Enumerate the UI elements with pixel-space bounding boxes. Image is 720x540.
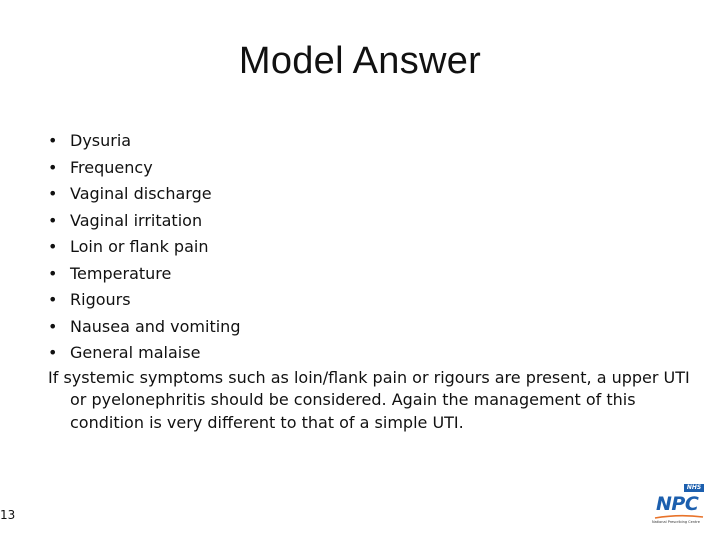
logo-subtitle: National Prescribing Centre	[652, 520, 700, 524]
bullet-dot: •	[48, 131, 58, 150]
summary-paragraph: If systemic symptoms such as loin/flank pain or rigours are present, a upper UTI or pyelonephritis should be considered. Again the management of this condition is very different to that of a simple UTI.	[48, 367, 690, 432]
bullet-item	[48, 340, 688, 367]
bullet-dot: •	[48, 237, 58, 256]
slide-title: Model Answer	[238, 40, 482, 82]
bullet-item	[48, 234, 688, 261]
bullet-item	[48, 181, 688, 208]
bullet-text: Dysuria	[70, 131, 132, 150]
bullet-text: Nausea and vomiting	[70, 316, 241, 336]
bullet-dot: •	[48, 290, 58, 309]
bullet-item	[48, 314, 688, 341]
bullet-item	[48, 261, 688, 288]
bullet-item	[48, 128, 688, 155]
bullet-text: Vaginal discharge	[70, 184, 212, 203]
bullet-text: Rigours	[70, 290, 131, 309]
nhs-badge: NHS	[684, 484, 704, 492]
npc-logo	[648, 484, 708, 528]
page-number: 13	[0, 508, 16, 522]
bullet-list	[48, 128, 688, 367]
npc-wordmark: NPC	[656, 493, 699, 515]
bullet-item	[48, 287, 688, 314]
bullet-dot: •	[48, 343, 58, 362]
bullet-text: Frequency	[70, 157, 153, 177]
bullet-text: Loin or flank pain	[70, 237, 209, 256]
bullet-dot: •	[48, 157, 58, 177]
slide-body	[48, 128, 688, 434]
bullet-item	[48, 208, 688, 235]
bullet-item	[48, 155, 688, 182]
bullet-dot: •	[48, 184, 58, 203]
bullet-text: Vaginal irritation	[70, 210, 203, 230]
bullet-dot: •	[48, 316, 58, 336]
bullet-dot: •	[48, 210, 58, 230]
bullet-text: General malaise	[70, 343, 201, 362]
bullet-dot: •	[48, 263, 58, 283]
bullet-text: Temperature	[70, 263, 172, 283]
